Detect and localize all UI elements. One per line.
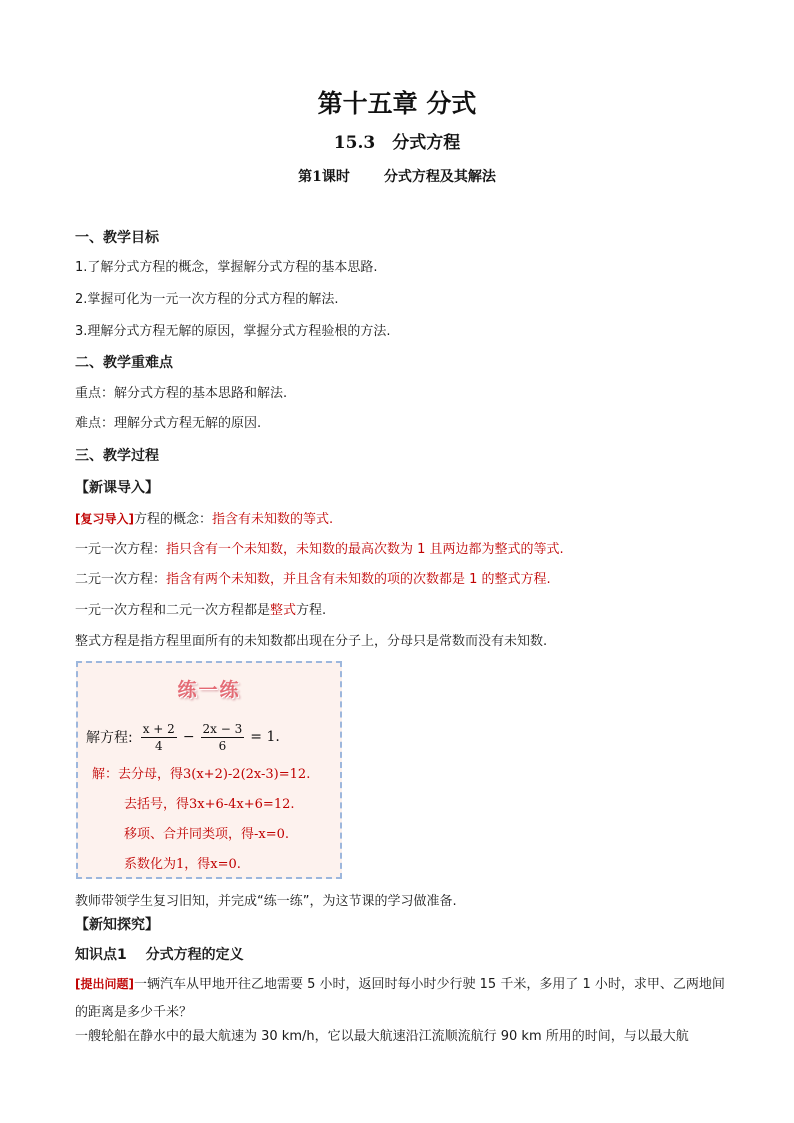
minus-sign: −	[182, 729, 195, 745]
review-def: 指含有未知数的等式.	[212, 512, 334, 527]
linear2-lead: 二元一次方程：	[75, 572, 167, 587]
linear2-line	[75, 570, 725, 590]
fraction-1	[141, 722, 177, 753]
solution-step: 移项、合并同类项，得-x=0.	[124, 827, 290, 842]
linear1-line	[75, 540, 725, 560]
review-tag: [复习导入]	[75, 512, 134, 526]
integral-lead: 一元一次方程和二元一次方程都是	[75, 603, 271, 618]
section-title: 15.3 分式方程	[333, 133, 461, 153]
equation-rhs: = 1.	[250, 729, 280, 745]
linear1-def: 指只含有一个未知数，未知数的最高次数为 1 且两边都为整式的等式.	[166, 542, 564, 557]
objective-item: 1.了解分式方程的概念，掌握解分式方程的基本思路.	[75, 260, 378, 275]
difficulty-text: 难点：理解分式方程无解的原因.	[75, 416, 262, 431]
intro-tag: 【新课导入】	[75, 480, 159, 496]
practice-box	[76, 661, 342, 879]
integral-line	[75, 601, 725, 621]
question-text: 一辆汽车从甲地开往乙地需要 5 小时，返回时每小时少行驶 15 千米，多用了 1 小时，求甲、乙两地间的距离是多少千米？	[75, 977, 725, 1020]
objectives-heading: 一、教学目标	[75, 230, 159, 246]
objective-item: 2.掌握可化为一元一次方程的分式方程的解法.	[75, 292, 339, 307]
fraction-2	[201, 722, 245, 753]
linear1-lead: 一元一次方程：	[75, 542, 167, 557]
review-lead: 方程的概念：	[133, 512, 212, 527]
process-heading: 三、教学过程	[75, 448, 159, 464]
lesson-title	[0, 166, 794, 186]
solution-step: 解：去分母，得3(x+2)-2(2x-3)=12.	[92, 767, 311, 782]
review-line	[75, 509, 725, 530]
lesson-name: 分式方程及其解法	[383, 169, 496, 185]
knowledge-point-1: 知识点1 分式方程的定义	[75, 947, 244, 963]
focus-text: 重点：解分式方程的基本思路和解法.	[75, 386, 288, 401]
lesson-prefix: 第1课时	[298, 169, 350, 185]
key-points-heading: 二、教学重难点	[75, 355, 173, 371]
question-paragraph	[75, 970, 725, 1027]
explore-tag: 【新知探究】	[75, 917, 159, 933]
fraction-2-denominator: 6	[218, 738, 227, 753]
chapter-title: 第十五章 分式	[317, 89, 477, 118]
objective-item: 3.理解分式方程无解的原因，掌握分式方程验根的方法.	[75, 324, 391, 339]
fraction-1-numerator: x + 2	[142, 721, 175, 736]
practice-equation	[86, 707, 282, 767]
solution-step: 系数化为1，得x=0.	[124, 857, 241, 872]
fraction-1-denominator: 4	[154, 738, 163, 753]
equation-label: 解方程:	[86, 730, 133, 746]
ship-text: 一艘轮船在静水中的最大航速为 30 km/h，它以最大航速沿江流顺流航行 90 km 所用的时间，与以最大航	[75, 1029, 689, 1044]
integral-def: 整式方程是指方程里面所有的未知数都出现在分子上，分母只是常数而没有未知数.	[75, 634, 548, 649]
integral-tail: 方程.	[296, 603, 327, 618]
integral-term: 整式	[270, 603, 297, 618]
fraction-2-numerator: 2x − 3	[202, 721, 243, 736]
linear2-def: 指含有两个未知数，并且含有未知数的项的次数都是 1 的整式方程.	[166, 572, 551, 587]
practice-title: 练一练	[177, 679, 241, 701]
question-tag: [提出问题]	[75, 977, 134, 991]
solution-step: 去括号，得3x+6-4x+6=12.	[124, 797, 295, 812]
after-practice-text: 教师带领学生复习旧知，并完成“练一练”，为这节课的学习做准备.	[75, 894, 457, 909]
